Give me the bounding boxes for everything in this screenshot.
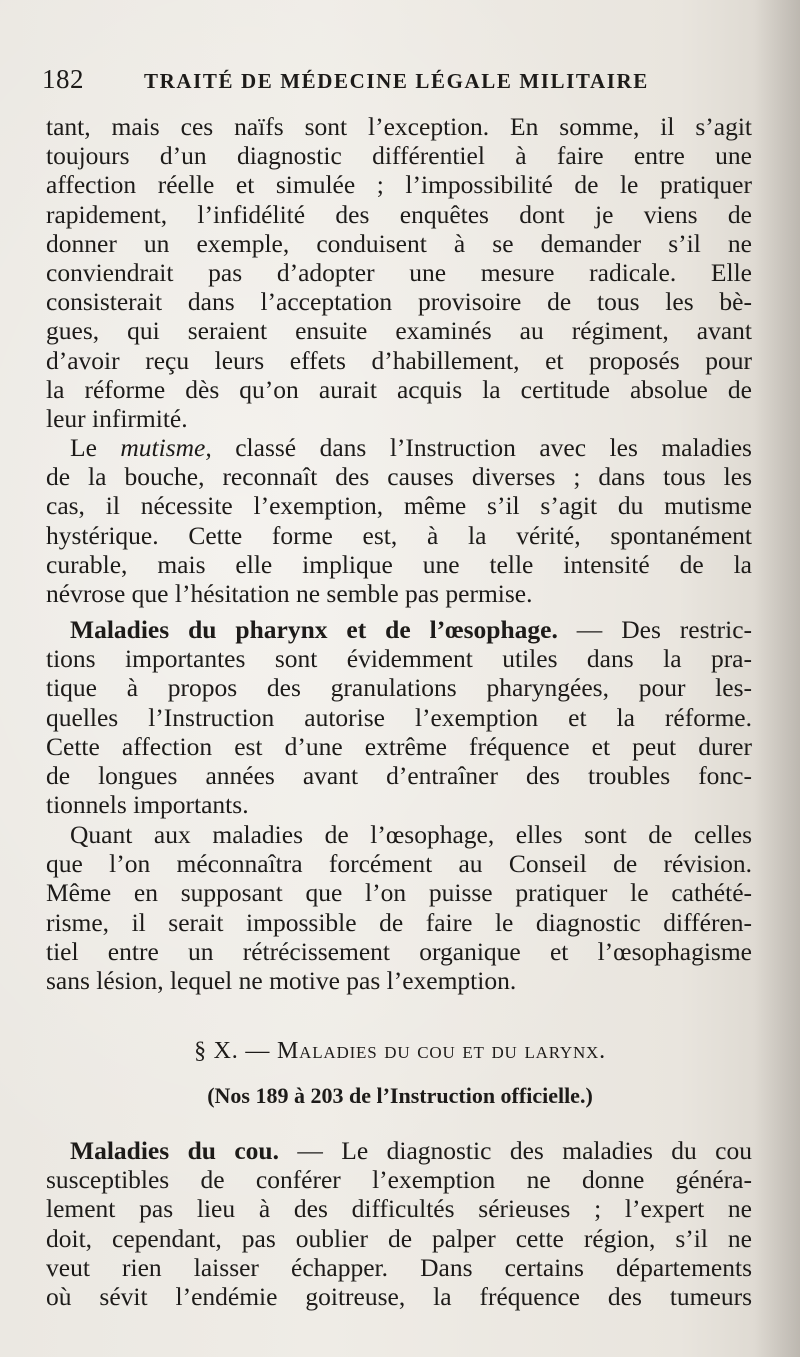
- text-line: susceptibles de conférer l’exemption ne donne généra-: [46, 1165, 752, 1195]
- text-line: [46, 615, 752, 644]
- text-line: où sévit l’endémie goitreuse, la fréquence des tumeurs: [46, 1281, 752, 1311]
- text-line: Quant aux maladies de l’œsophage, elles sont de celles: [70, 820, 752, 849]
- text-line: de longues années avant d’entraîner des troubles fonc-: [46, 760, 752, 790]
- paragraph-pharynx: [46, 615, 752, 819]
- text-line: de la bouche, reconnaît des causes diverses ; dans tous les: [46, 462, 752, 492]
- text-line: [46, 1136, 752, 1165]
- text-line: donner un exemple, conduisent à se demander s’il ne: [46, 228, 752, 258]
- running-title: TRAITÉ DE MÉDECINE LÉGALE MILITAIRE: [144, 69, 649, 93]
- text-line: que l’on méconnaîtra forcément au Conseil de révision.: [46, 849, 752, 879]
- paragraph-mutisme: [46, 433, 752, 608]
- page-number: 182: [42, 64, 84, 94]
- text-line: rapidement, l’infidélité des enquêtes dont je viens de: [46, 199, 752, 229]
- text-line: sans lésion, lequel ne motive pas l’exemption.: [46, 965, 517, 995]
- text-line: tique à propos des granulations pharyngées, pour les-: [46, 673, 752, 703]
- text-line: conviendrait pas d’adopter une mesure radicale. Elle: [46, 257, 752, 287]
- text-fragment: — Le diagnostic des maladies du cou: [278, 1136, 753, 1165]
- text-fragment: classé dans l’Instruction avec les maladies: [211, 433, 752, 462]
- text-line: lement pas lieu à des difficultés sérieuses ; l’expert ne: [46, 1194, 752, 1224]
- section-number: § X.: [194, 1038, 239, 1064]
- text-line: risme, il serait impossible de faire le diagnostic différen-: [46, 907, 752, 937]
- text-line: [46, 433, 752, 462]
- section-dash: —: [238, 1038, 278, 1064]
- text-fragment: Le: [70, 433, 121, 462]
- text-line: tant, mais ces naïfs sont l’exception. En somme, il s’agit: [46, 112, 752, 141]
- subheading-pharynx: Maladies du pharynx et de l’œsophage.: [70, 615, 558, 644]
- text-line: veut rien laisser échapper. Dans certains départements: [46, 1252, 752, 1282]
- paragraph-begues: [46, 112, 752, 433]
- text-line: Cette affection est d’une extrême fréquence et peut durer: [46, 731, 752, 761]
- paragraph-oesophage: [46, 820, 752, 995]
- section-subtitle: (Nos 189 à 203 de l’Instruction officielle.): [207, 1083, 593, 1108]
- text-line: névrose que l’hésitation ne semble pas permise.: [46, 578, 533, 608]
- text-line: tions importantes sont évidemment utiles dans la pra-: [46, 644, 752, 674]
- term-mutisme: mutisme,: [120, 433, 212, 462]
- text-line: hystérique. Cette forme est, à la vérité, spontanément: [46, 520, 752, 550]
- text-line: la réforme dès qu’on aurait acquis la certitude absolue de: [46, 374, 752, 404]
- text-line: curable, mais elle implique une telle intensité de la: [46, 549, 752, 579]
- text-line: toujours d’un diagnostic différentiel à faire entre une: [46, 141, 752, 171]
- section-title: Maladies du cou et du larynx.: [277, 1038, 606, 1064]
- running-header: [40, 64, 760, 100]
- text-line: gues, qui seraient ensuite examinés au régiment, avant: [46, 316, 752, 346]
- text-line: Même en supposant que l’on puisse pratiquer le cathété-: [46, 878, 752, 908]
- text-line: leur infirmité.: [46, 403, 188, 433]
- paragraph-cou: [46, 1136, 752, 1311]
- text-line: tiel entre un rétrécissement organique et l’œsophagisme: [46, 936, 752, 966]
- page-edge-shadow: [754, 0, 800, 1357]
- text-line: affection réelle et simulée ; l’impossibilité de le pratiquer: [46, 170, 752, 200]
- subheading-cou: Maladies du cou.: [70, 1136, 279, 1165]
- text-line: tionnels importants.: [46, 790, 249, 820]
- text-line: quelles l’Instruction autorise l’exemption et la réforme.: [46, 702, 752, 732]
- section-heading: [0, 1038, 800, 1065]
- text-line: cas, il nécessite l’exemption, même s’il s’agit du mutisme: [46, 491, 752, 521]
- text-line: d’avoir reçu leurs effets d’habillement, et proposés pour: [46, 345, 752, 375]
- text-line: consisterait dans l’acceptation provisoire de tous les bè-: [46, 287, 752, 317]
- text-fragment: — Des restric-: [557, 615, 752, 644]
- text-line: doit, cependant, pas oublier de palper cette région, s’il ne: [46, 1223, 752, 1253]
